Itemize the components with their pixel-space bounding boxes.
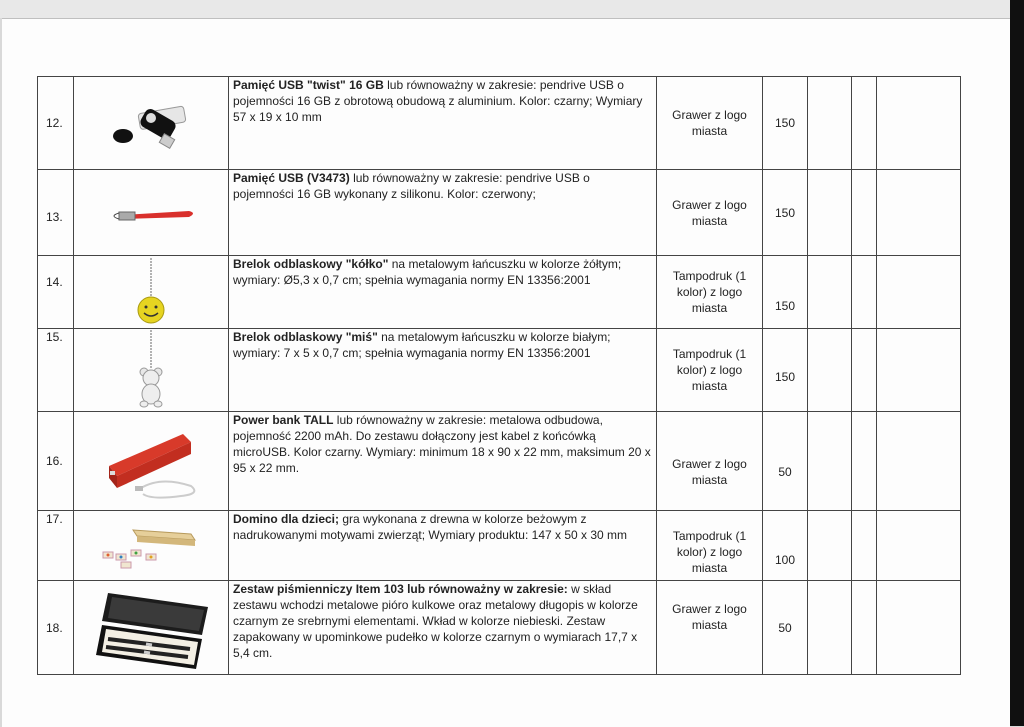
print-method: Tampodruk (1 kolor) z logo miasta (657, 511, 763, 581)
row-number: 14. (38, 256, 74, 329)
print-method: Grawer z logo miasta (657, 581, 763, 675)
product-title: Brelok odblaskowy "miś" (233, 330, 378, 344)
quantity: 150 (763, 77, 808, 170)
print-method: Tampodruk (1 kolor) z logo miasta (657, 329, 763, 412)
product-description: gra wykonana z drewna w kolorze beżowym z nadrukowanymi motywami zwierząt; Wymiary produktu: 147 x 50 x 30 mm (233, 512, 628, 542)
product-title: Brelok odblaskowy "kółko" (233, 257, 389, 271)
power-bank-icon (91, 416, 211, 506)
smiley-keychain-icon (131, 256, 171, 328)
print-method: Grawer z logo miasta (657, 77, 763, 170)
pen-set-icon (86, 585, 216, 671)
empty-cell (808, 581, 852, 675)
row-number: 18. (38, 581, 74, 675)
quantity: 100 (763, 511, 808, 581)
usb-twist-icon (101, 88, 201, 158)
product-title: Pamięć USB "twist" 16 GB (233, 78, 384, 92)
product-title: Zestaw piśmienniczy Item 103 lub równoważny w zakresie: (233, 582, 568, 596)
empty-cell (877, 511, 961, 581)
product-description: na metalowym łańcuszku w kolorze żółtym; wymiary: Ø5,3 x 0,7 cm; spełnia wymagania normy EN 13356:2001 (233, 257, 622, 287)
scan-edge (1010, 0, 1024, 726)
quantity: 150 (763, 170, 808, 256)
quantity: 50 (763, 581, 808, 675)
quantity: 150 (763, 329, 808, 412)
quantity: 150 (763, 256, 808, 329)
empty-cell (808, 511, 852, 581)
table-row (38, 329, 961, 412)
empty-cell (852, 511, 877, 581)
table-row (38, 581, 961, 675)
product-description: na metalowym łańcuszku w kolorze białym; wymiary: 7 x 5 x 0,7 cm; spełnia wymagania normy EN 13356:2001 (233, 330, 611, 360)
empty-cell (877, 581, 961, 675)
empty-cell (877, 329, 961, 412)
table-row (38, 412, 961, 511)
empty-cell (852, 329, 877, 412)
empty-cell (877, 256, 961, 329)
product-description: lub równoważny w zakresie: metalowa odbudowa, pojemność 2200 mAh. Do zestawu dołączony jest kabel z końcówką microUSB. Kolor czarny. Wymiary: minimum 18 x 90 x 22 mm, maksimum 20 x 95 x 22 mm. (233, 413, 651, 475)
row-number: 15. (38, 329, 74, 412)
print-method: Tampodruk (1 kolor) z logo miasta (657, 256, 763, 329)
empty-cell (877, 77, 961, 170)
table-row (38, 256, 961, 329)
empty-cell (877, 170, 961, 256)
quantity: 50 (763, 412, 808, 511)
product-description: w skład zestawu wchodzi metalowe pióro kulkowe oraz metalowy długopis w kolorze czarnym ze srebrnymi elementami. Wkład w kolorze niebieski. Zestaw zapakowany w upominkowe pudełko w kolorze czarnym o wymiarach 17,7 x 5,4 cm. (233, 582, 638, 660)
domino-icon (91, 516, 211, 576)
bear-keychain-icon (131, 330, 171, 410)
empty-cell (852, 77, 877, 170)
table-row (38, 170, 961, 256)
table-row (38, 511, 961, 581)
row-number: 17. (38, 511, 74, 581)
scan-top-band (0, 0, 1024, 18)
empty-cell (852, 256, 877, 329)
empty-cell (808, 412, 852, 511)
empty-cell (852, 412, 877, 511)
row-number: 12. (38, 77, 74, 170)
empty-cell (808, 256, 852, 329)
empty-cell (808, 77, 852, 170)
empty-cell (877, 412, 961, 511)
usb-silicone-icon (101, 193, 201, 233)
product-title: Domino dla dzieci; (233, 512, 340, 526)
table-row (38, 77, 961, 170)
empty-cell (852, 581, 877, 675)
product-title: Power bank TALL (233, 413, 334, 427)
row-number: 16. (38, 412, 74, 511)
empty-cell (808, 170, 852, 256)
product-table (37, 76, 961, 675)
product-description: lub równoważny w zakresie: pendrive USB o pojemności 16 GB z obrotową obudową z aluminium. Kolor: czarny; Wymiary 57 x 19 x 10 mm (233, 78, 643, 124)
row-number: 13. (38, 170, 74, 256)
empty-cell (852, 170, 877, 256)
product-title: Pamięć USB (V3473) (233, 171, 350, 185)
print-method: Grawer z logo miasta (657, 412, 763, 511)
print-method: Grawer z logo miasta (657, 170, 763, 256)
product-description: lub równoważny w zakresie: pendrive USB o pojemności 16 GB wykonany z silikonu. Kolor: czerwony; (233, 171, 590, 201)
empty-cell (808, 329, 852, 412)
